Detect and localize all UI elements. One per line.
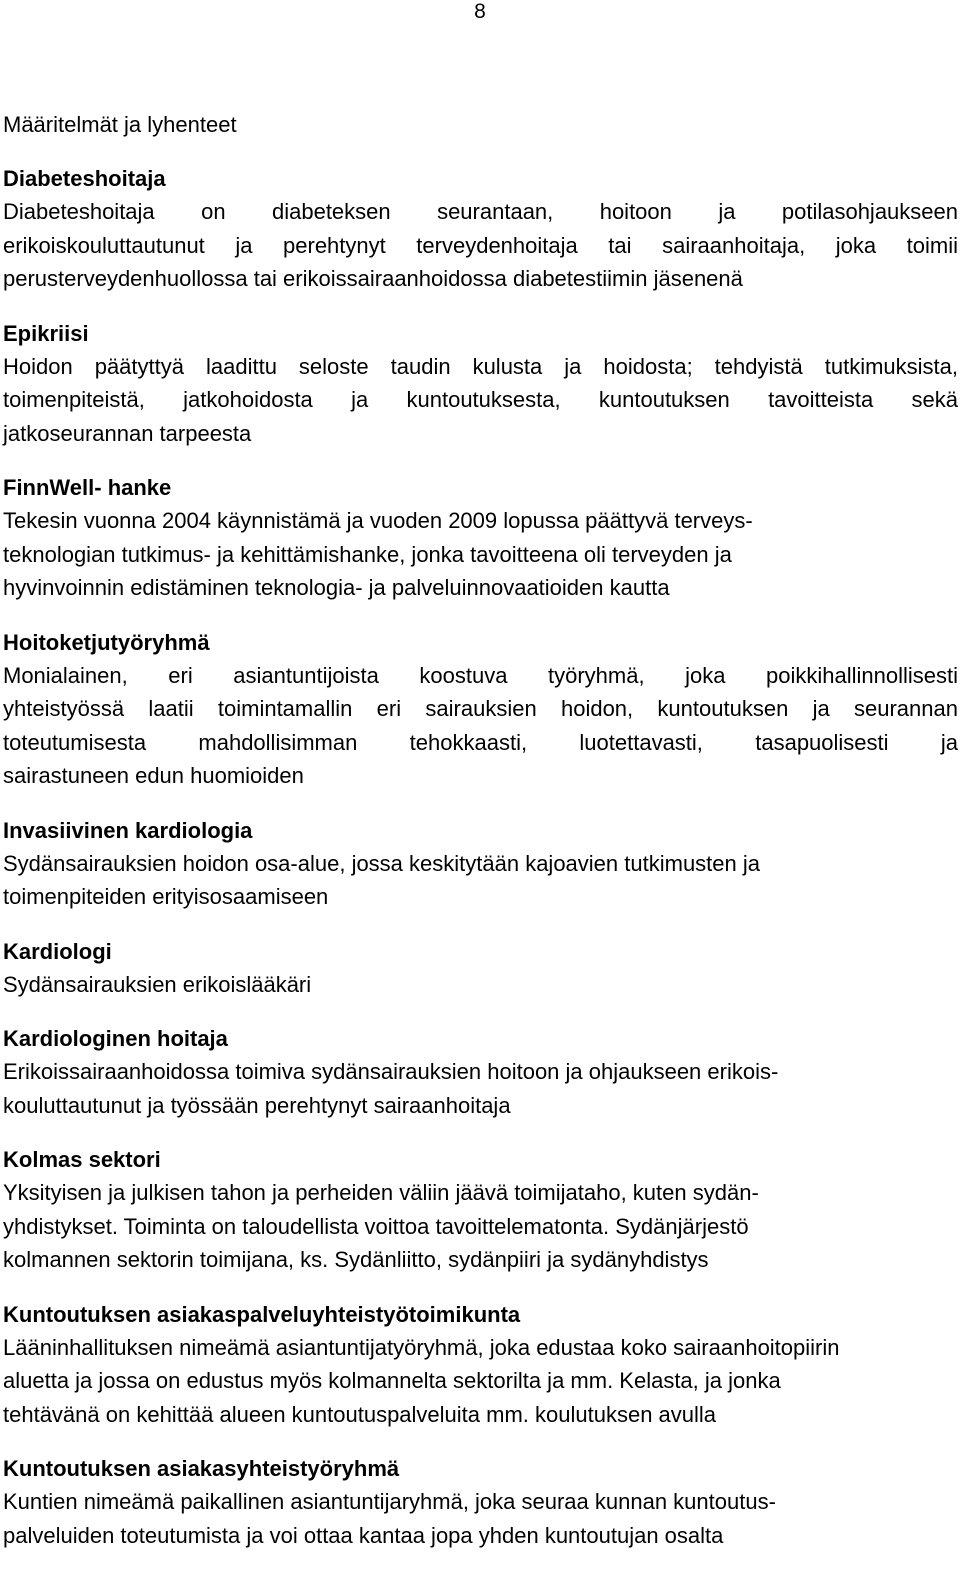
definition-entry: [3, 317, 958, 451]
definition-term: Kuntoutuksen asiakaspalveluyhteistyötoimikunta: [3, 1301, 521, 1327]
definition-term: Invasiivinen kardiologia: [3, 817, 253, 843]
definition-entry: [3, 162, 958, 296]
definition-entry: [3, 1452, 958, 1552]
definition-entry: [3, 935, 958, 1002]
definition-text: [3, 1485, 958, 1552]
definition-line: erikoiskouluttautunut ja perehtynyt terveydenhoitaja tai sairaanhoitaja, joka toimii: [3, 232, 958, 258]
definition-line: hyvinvoinnin edistäminen teknologia- ja palveluinnovaatioiden kautta: [3, 575, 670, 600]
definition-term: Kuntoutuksen asiakasyhteistyöryhmä: [3, 1456, 400, 1481]
definition-line: yhteistyössä laatii toimintamallin eri sairauksien hoidon, kuntoutuksen ja seurannan: [3, 696, 958, 721]
definition-line: toimenpiteistä, jatkohoidosta ja kuntoutuksesta, kuntoutuksen tavoitteista sekä: [3, 387, 958, 412]
definition-line: Lääninhallituksen nimeämä asiantuntijatyöryhmä, joka edustaa koko sairaanhoitopiirin: [3, 1334, 840, 1360]
definition-entry: [3, 626, 958, 793]
definition-term: Diabeteshoitaja: [3, 166, 166, 191]
definition-line: teknologian tutkimus- ja kehittämishanke, jonka tavoitteena oli terveyden ja: [3, 541, 732, 567]
definition-entry: [3, 1143, 958, 1277]
definition-line: Sydänsairauksien erikoislääkäri: [3, 971, 312, 997]
definition-line: perusterveydenhuollossa tai erikoissairaanhoidossa diabetestiimin jäsenenä: [3, 266, 743, 291]
definition-term: FinnWell- hanke: [3, 475, 172, 500]
definition-text: [3, 504, 958, 605]
definition-text: [3, 195, 958, 296]
definition-line: toteutumisesta mahdollisimman tehokkaasti, luotettavasti, tasapuolisesti ja: [3, 729, 958, 755]
definition-entry: [3, 1022, 958, 1122]
definition-text: [3, 350, 958, 451]
definition-text: [3, 847, 958, 914]
document-body: [3, 108, 958, 1573]
definition-entry: [3, 471, 958, 605]
definition-line: Diabeteshoitaja on diabeteksen seurantaan, hoitoon ja potilasohjaukseen: [3, 199, 958, 224]
definition-entry: [3, 814, 958, 914]
definition-line: Yksityisen ja julkisen tahon ja perheiden väliin jäävä toimijataho, kuten sydän-: [3, 1180, 759, 1205]
definition-text: [3, 1331, 958, 1432]
definition-text: [3, 659, 958, 793]
definition-line: Kuntien nimeämä paikallinen asiantuntijaryhmä, joka seuraa kunnan kuntoutus-: [3, 1489, 776, 1514]
definition-line: Sydänsairauksien hoidon osa-alue, jossa keskitytään kajoavien tutkimusten ja: [3, 850, 760, 876]
definition-entry: [3, 1298, 958, 1432]
definition-line: tehtävänä on kehittää alueen kuntoutuspalveluita mm. koulutuksen avulla: [3, 1401, 717, 1427]
definition-line: Hoidon päätyttyä laadittu seloste taudin kulusta ja hoidosta; tehdyistä tutkimuksista,: [3, 353, 958, 379]
definition-line: palveluiden toteutumista ja voi ottaa kantaa jopa yhden kuntoutujan osalta: [3, 1522, 724, 1548]
definition-line: toimenpiteiden erityisosaamiseen: [3, 884, 329, 909]
section-title: Määritelmät ja lyhenteet: [3, 112, 237, 137]
definitions-list: [3, 162, 958, 1552]
definition-line: kouluttautunut ja työssään perehtynyt sairaanhoitaja: [3, 1092, 511, 1118]
definition-line: Tekesin vuonna 2004 käynnistämä ja vuoden 2009 lopussa päättyvä terveys-: [3, 508, 753, 533]
definition-line: jatkoseurannan tarpeesta: [3, 420, 252, 446]
definition-text: [3, 968, 958, 1002]
definition-term: Kolmas sektori: [3, 1147, 161, 1172]
definition-line: sairastuneen edun huomioiden: [3, 763, 304, 788]
definition-text: [3, 1055, 958, 1122]
definition-term: Hoitoketjutyöryhmä: [3, 629, 210, 655]
page-number: 8: [474, 0, 486, 23]
definition-line: kolmannen sektorin toimijana, ks. Sydänliitto, sydänpiiri ja sydänyhdistys: [3, 1247, 709, 1272]
definition-term: Kardiologi: [3, 938, 112, 964]
definition-line: yhdistykset. Toiminta on taloudellista voittoa tavoittelematonta. Sydänjärjestö: [3, 1213, 749, 1239]
definition-line: aluetta ja jossa on edustus myös kolmannelta sektorilta ja mm. Kelasta, ja jonka: [3, 1368, 781, 1393]
definition-line: Erikoissairaanhoidossa toimiva sydänsairauksien hoitoon ja ohjaukseen erikois-: [3, 1059, 779, 1084]
definition-line: Monialainen, eri asiantuntijoista koostuva työryhmä, joka poikkihallinnollisesti: [3, 662, 958, 688]
definition-term: Epikriisi: [3, 320, 89, 346]
definition-term: Kardiologinen hoitaja: [3, 1026, 228, 1051]
definition-text: [3, 1176, 958, 1277]
